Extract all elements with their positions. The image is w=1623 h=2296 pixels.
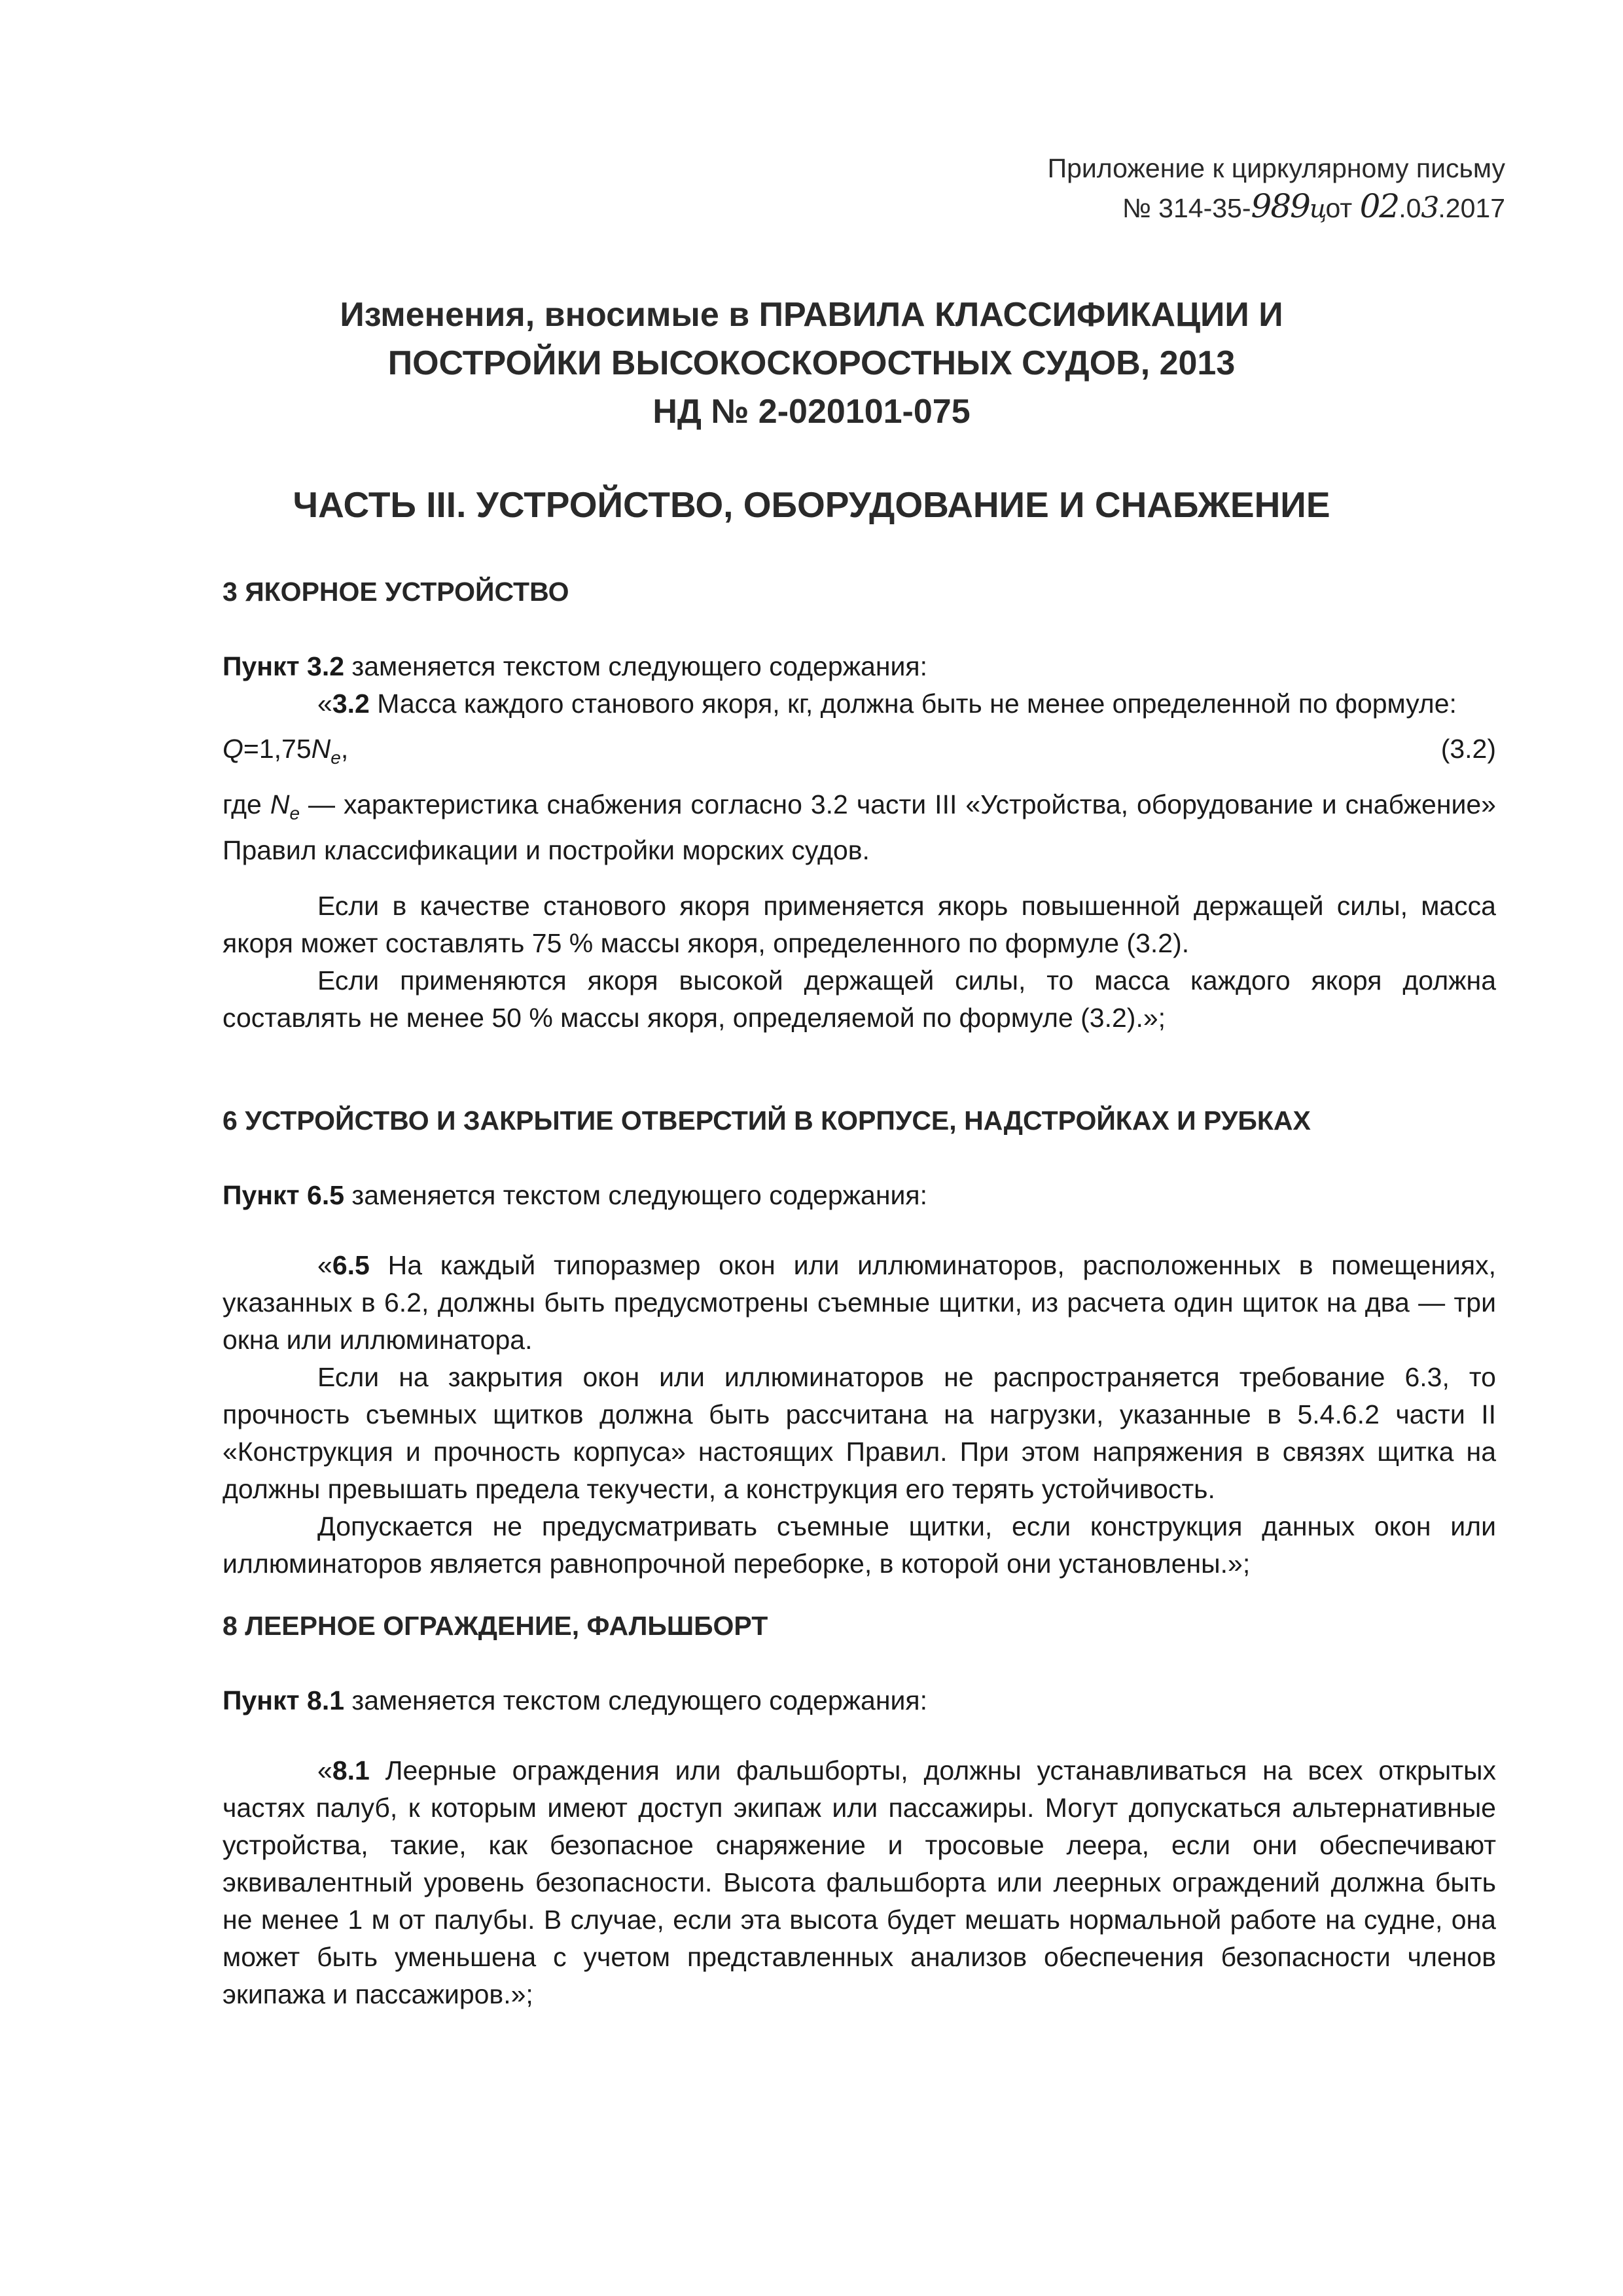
formula-comma: , xyxy=(340,734,349,764)
section-6-intro-bold: Пункт 6.5 xyxy=(223,1180,345,1210)
section-3-body xyxy=(223,648,1496,1037)
formula-row xyxy=(223,730,1496,768)
header-dot: .0 xyxy=(1399,193,1421,223)
formula-subscript: e xyxy=(330,747,341,768)
header-year: .2017 xyxy=(1438,193,1505,223)
section-3-where xyxy=(223,786,1496,869)
section-3-heading: 3 ЯКОРНОЕ УСТРОЙСТВО xyxy=(223,577,569,607)
section-8-quote xyxy=(223,1752,1496,2013)
section-3-para-2: Если в качестве станового якоря применяется якорь повышенной держащей силы, масса якоря может составлять 75 % массы якоря, определенного по формуле (3.2). xyxy=(223,891,1496,959)
quote-open-mark: « xyxy=(317,1250,332,1280)
quote-open-mark: « xyxy=(317,689,332,719)
handwritten-number: 989 xyxy=(1251,187,1310,225)
formula-number: (3.2) xyxy=(1440,734,1496,764)
section-6-heading: 6 УСТРОЙСТВО И ЗАКРЫТИЕ ОТВЕРСТИЙ В КОРПУСЕ, НАДСТРОЙКАХ И РУБКАХ xyxy=(223,1105,1311,1136)
section-8-intro-rest: заменяется текстом следующего содержания: xyxy=(344,1685,928,1715)
section-6-body xyxy=(223,1177,1496,1583)
header-block xyxy=(1048,149,1505,228)
formula-n: N xyxy=(311,734,331,764)
section-3-para-3: Если применяются якоря высокой держащей силы, то масса каждого якоря должна составлять не менее 50 % массы якоря, определяемой по формуле (3.2).»; xyxy=(223,965,1496,1033)
document-title xyxy=(216,291,1407,436)
section-8-quote-rest: Леерные ограждения или фальшборты, должны устанавливаться на всех открытых частях палуб, к которым имеют доступ экипаж или пассажиры. Могут допускаться альтернативные устройства, такие, как безопасное снаряжение и тросовые леера, если они обеспечивают эквивалентный уровень безопасности. Высота фальшборта или леерных ограждений должна быть не менее 1 м от палубы. В случае, если эта высота будет мешать нормальной работе на судне, она может быть уменьшена с учетом представленных анализов обеспечения безопасности членов экипажа и пассажиров.»; xyxy=(223,1755,1496,2009)
section-6-quote-rest: На каждый типоразмер окон или иллюминаторов, расположенных в помещениях, указанных в 6.2, должны быть предусмотрены съемные щитки, из расчета один щиток на два — три окна или иллюминатора. xyxy=(223,1250,1496,1355)
section-3-quote-rest: Масса каждого станового якоря, кг, должна быть не менее определенной по формуле: xyxy=(369,689,1457,719)
section-3-quote xyxy=(223,685,1496,723)
part-title: ЧАСТЬ III. УСТРОЙСТВО, ОБОРУДОВАНИЕ И СНАБЖЕНИЕ xyxy=(293,484,1330,525)
where-subscript: e xyxy=(289,803,300,824)
formula xyxy=(223,734,349,768)
section-8-intro xyxy=(223,1682,1496,1719)
section-6-para-2: Если на закрытия окон или иллюминаторов не распространяется требование 6.3, то прочность съемных щитков должна быть рассчитана на нагрузки, указанные в 5.4.6.2 части II «Конструкция и прочность корпуса» настоящих Правил. При этом напряжения в связях щитка на должны превышать предела текучести, а конструкция его терять устойчивость. xyxy=(223,1362,1496,1504)
quote-open-mark: « xyxy=(317,1755,332,1785)
handwritten-month: 3 xyxy=(1421,191,1438,224)
where-n: N xyxy=(270,789,290,819)
section-8-body xyxy=(223,1682,1496,2013)
header-line-2 xyxy=(1048,187,1505,228)
where-rest: — характеристика снабжения согласно 3.2 части III «Устройства, оборудование и снабжение» Правил классификации и постройки морских судов. xyxy=(223,789,1496,866)
where-start: где xyxy=(223,789,270,819)
header-number-prefix: № 314-35- xyxy=(1122,193,1251,223)
section-6-intro-rest: заменяется текстом следующего содержания: xyxy=(344,1180,928,1210)
section-3-intro-rest: заменяется текстом следующего содержания: xyxy=(344,651,928,681)
handwritten-day: 02 xyxy=(1359,187,1399,225)
section-3-intro xyxy=(223,648,1496,685)
header-from: от xyxy=(1325,193,1353,223)
section-6-quote-bold: 6.5 xyxy=(332,1250,370,1280)
section-3-intro-bold: Пункт 3.2 xyxy=(223,651,345,681)
header-line-1: Приложение к циркулярному письму xyxy=(1047,153,1505,183)
formula-q: Q xyxy=(223,734,243,764)
section-8-heading: 8 ЛЕЕРНОЕ ОГРАЖДЕНИЕ, ФАЛЬШБОРТ xyxy=(223,1611,768,1641)
section-8-intro-bold: Пункт 8.1 xyxy=(223,1685,345,1715)
section-6-para-3: Допускается не предусматривать съемные щитки, если конструкция данных окон или иллюминаторов является равнопрочной переборке, в которой они установлены.»; xyxy=(223,1511,1496,1579)
formula-coefficient: =1,75 xyxy=(243,734,312,764)
handwritten-suffix: ц xyxy=(1309,194,1326,223)
title-line-1: Изменения, вносимые в ПРАВИЛА КЛАССИФИКАЦИИ И xyxy=(340,296,1283,334)
section-3-quote-bold: 3.2 xyxy=(332,689,370,719)
section-6-intro xyxy=(223,1177,1496,1214)
section-6-quote xyxy=(223,1247,1496,1359)
title-line-2: ПОСТРОЙКИ ВЫСОКОСКОРОСТНЫХ СУДОВ, 2013 xyxy=(387,344,1236,382)
section-8-quote-bold: 8.1 xyxy=(332,1755,370,1785)
title-line-3: НД № 2-020101-075 xyxy=(652,393,971,431)
